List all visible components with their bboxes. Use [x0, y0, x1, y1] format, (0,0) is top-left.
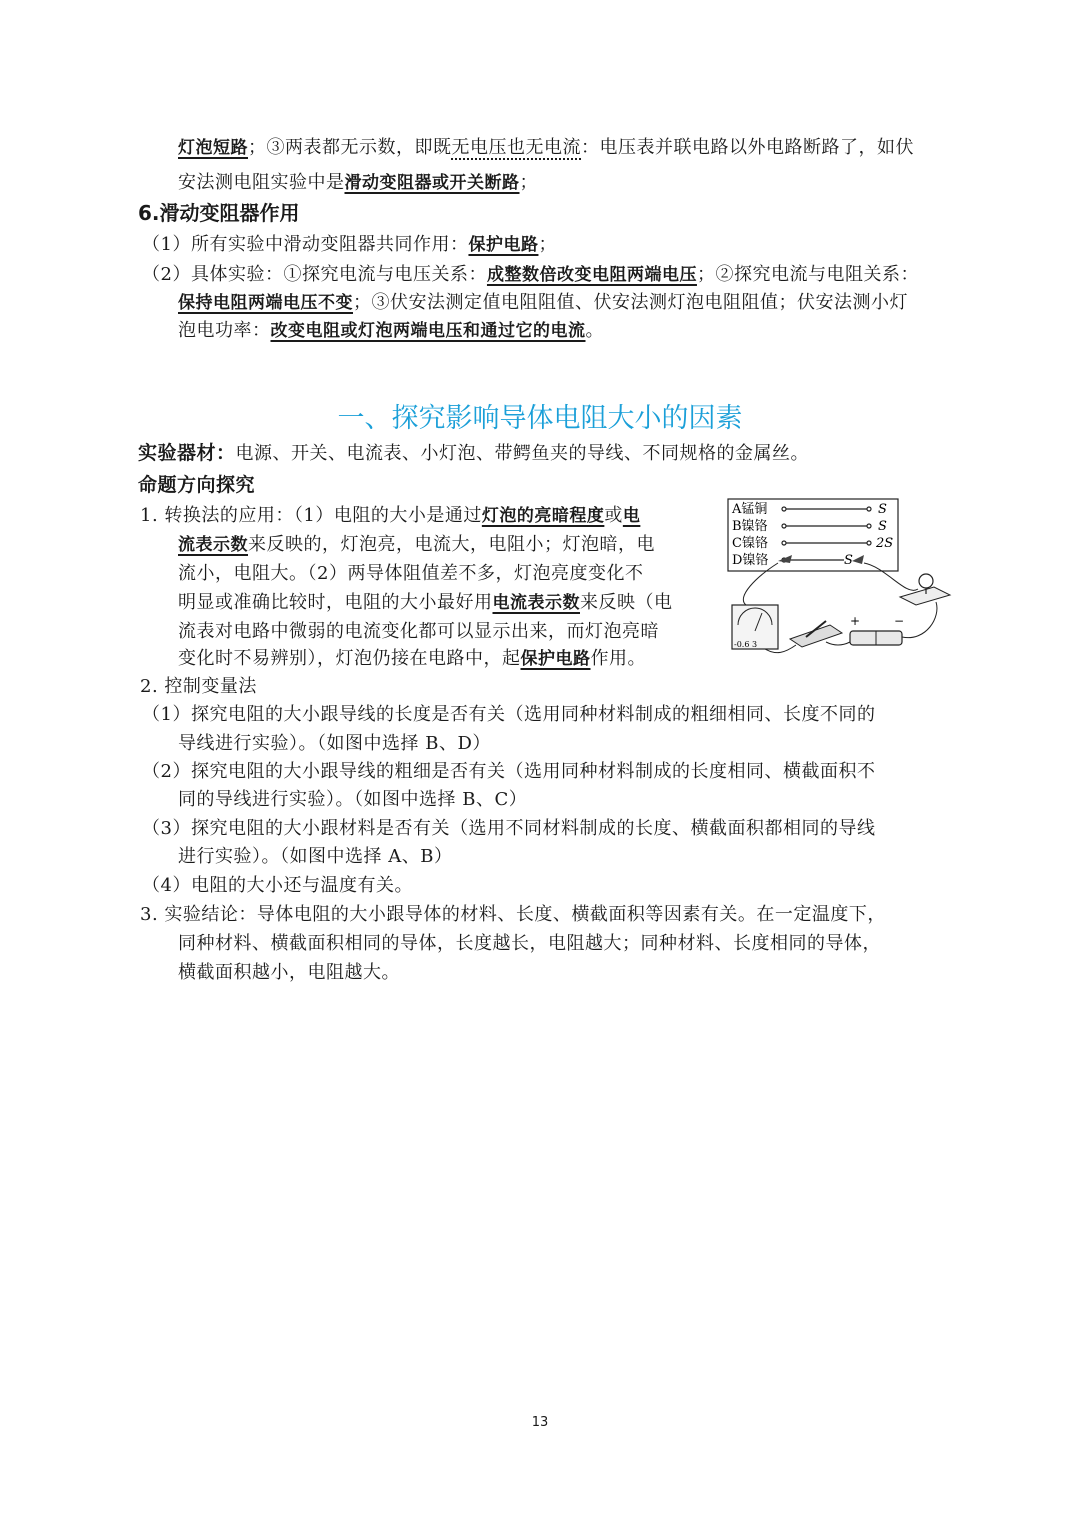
- terminal: [867, 541, 871, 545]
- equipment-label: 实验器材：: [138, 442, 236, 464]
- battery-plus: +: [850, 614, 861, 628]
- light-bulb: [919, 574, 933, 588]
- section-6-item-2-line-3: 泡电功率：改变电阻或灯泡两端电压和通过它的电流。: [178, 320, 604, 341]
- p2-item-2-line-1: （2）探究电阻的大小跟导线的粗细是否有关（选用同种材料制成的长度相同、横截面积不: [142, 761, 876, 782]
- p2-item-3-line-2: 进行实验）。（如图中选择 A、B）: [178, 846, 453, 867]
- p1-line-4: 明显或准确比较时，电阻的大小最好用电流表示数来反映（电: [178, 592, 673, 613]
- section-title: 一、探究影响导体电阻大小的因素: [337, 403, 743, 434]
- terminal: [867, 524, 871, 528]
- terminal: [782, 507, 786, 511]
- p2-item-1-line-2: 导线进行实验）。（如图中选择 B、D）: [178, 733, 491, 754]
- key-term: 改变电阻或灯泡两端电压和通过它的电流: [270, 321, 586, 341]
- emphasis-dotted: 无电压也无电流: [451, 137, 581, 158]
- terminal: [782, 541, 786, 545]
- section-6-heading: 6.滑动变阻器作用: [138, 201, 300, 225]
- p2-item-4: （4）电阻的大小还与温度有关。: [142, 875, 413, 896]
- inquiry-heading: 命题方向探究: [138, 474, 256, 496]
- terminal: [782, 524, 786, 528]
- terminal: [867, 507, 871, 511]
- p1-line-6: 变化时不易辨别），灯泡仍接在电路中，起保护电路作用。: [178, 648, 646, 669]
- lead-wire: [826, 642, 850, 645]
- key-term: 电流表示数: [492, 593, 580, 613]
- key-term: 保护电路: [520, 649, 591, 669]
- p2-item-3-line-1: （3）探究电阻的大小跟材料是否有关（选用不同材料制成的长度、横截面积都相同的导线: [142, 818, 876, 839]
- key-term: 灯泡的亮暗程度: [481, 506, 605, 526]
- wire-c-area: 2S: [876, 536, 894, 551]
- section-6-item-2-line-2: 保持电阻两端电压不变；③伏安法测定值电阻阻值、伏安法测灯泡电阻阻值；伏安法测小灯: [178, 292, 908, 313]
- section-6-item-2-line-1: （2）具体实验：①探究电流与电压关系：成整数倍改变电阻两端电压；②探究电流与电阻关系：: [142, 264, 919, 285]
- p1-line-3: 流小，电阻大。（2）两导体阻值差不多，灯泡亮度变化不: [178, 563, 644, 584]
- wire-d-area: S: [844, 553, 853, 568]
- key-term: 流表示数: [178, 535, 248, 555]
- p2-heading: 2. 控制变量法: [140, 676, 257, 697]
- equipment-line: [138, 440, 809, 467]
- continuation-line-1: 灯泡短路；③两表都无示数，即既无电压也无电流：电压表并联电路以外电路断路了，如伏: [178, 137, 914, 158]
- p3-line-2: 同种材料、横截面积相同的导体，长度越长，电阻越大；同种材料、长度相同的导体，: [178, 933, 881, 954]
- key-term: 保持电阻两端电压不变: [178, 293, 353, 313]
- continuation-line-2: 安法测电阻实验中是滑动变阻器或开关断路；: [178, 172, 538, 193]
- key-term: 成整数倍改变电阻两端电压: [486, 265, 697, 285]
- wire-b-area: S: [878, 519, 887, 534]
- section-6-item-1: （1）所有实验中滑动变阻器共同作用：保护电路；: [142, 234, 557, 255]
- circuit-diagram: [726, 497, 954, 665]
- key-term: 保护电路: [468, 235, 539, 255]
- lead-wire: [902, 602, 937, 638]
- wire-a-area: S: [878, 502, 887, 517]
- p1-line-2: 流表示数来反映的，灯泡亮，电流大，电阻小；灯泡暗，电: [178, 534, 655, 555]
- bulb-base: [900, 587, 950, 605]
- p2-item-1-line-1: （1）探究电阻的大小跟导线的长度是否有关（选用同种材料制成的粗细相同、长度不同的: [142, 704, 876, 725]
- p3-line-3: 横截面积越小，电阻越大。: [178, 962, 400, 983]
- key-term: 电: [622, 506, 641, 526]
- wire-d-label: D镍铬: [732, 553, 769, 568]
- wire-b-label: B镍铬: [732, 519, 768, 534]
- page-number: 13: [531, 1415, 549, 1430]
- circuit-figure: [726, 497, 954, 665]
- wire-c-label: C镍铬: [732, 536, 768, 551]
- p2-item-2-line-2: 同的导线进行实验）。（如图中选择 B、C）: [178, 789, 528, 810]
- ammeter-scale: -0.6 3: [734, 640, 758, 649]
- p1-line-5: 流表对电路中微弱的电流变化都可以显示出来，而灯泡亮暗: [178, 621, 659, 642]
- p1-line-1: 1. 转换法的应用：（1）电阻的大小是通过灯泡的亮暗程度或电: [140, 505, 641, 526]
- battery-minus: −: [894, 614, 905, 628]
- wire-a-label: A锰铜: [732, 502, 768, 517]
- key-term: 灯泡短路: [178, 138, 248, 158]
- p3-line-1: 3. 实验结论：导体电阻的大小跟导体的材料、长度、横截面积等因素有关。在一定温度下，: [140, 904, 886, 925]
- key-term: 滑动变阻器或开关断路: [344, 173, 520, 193]
- equipment-text: 电源、开关、电流表、小灯泡、带鳄鱼夹的导线、不同规格的金属丝。: [235, 443, 810, 464]
